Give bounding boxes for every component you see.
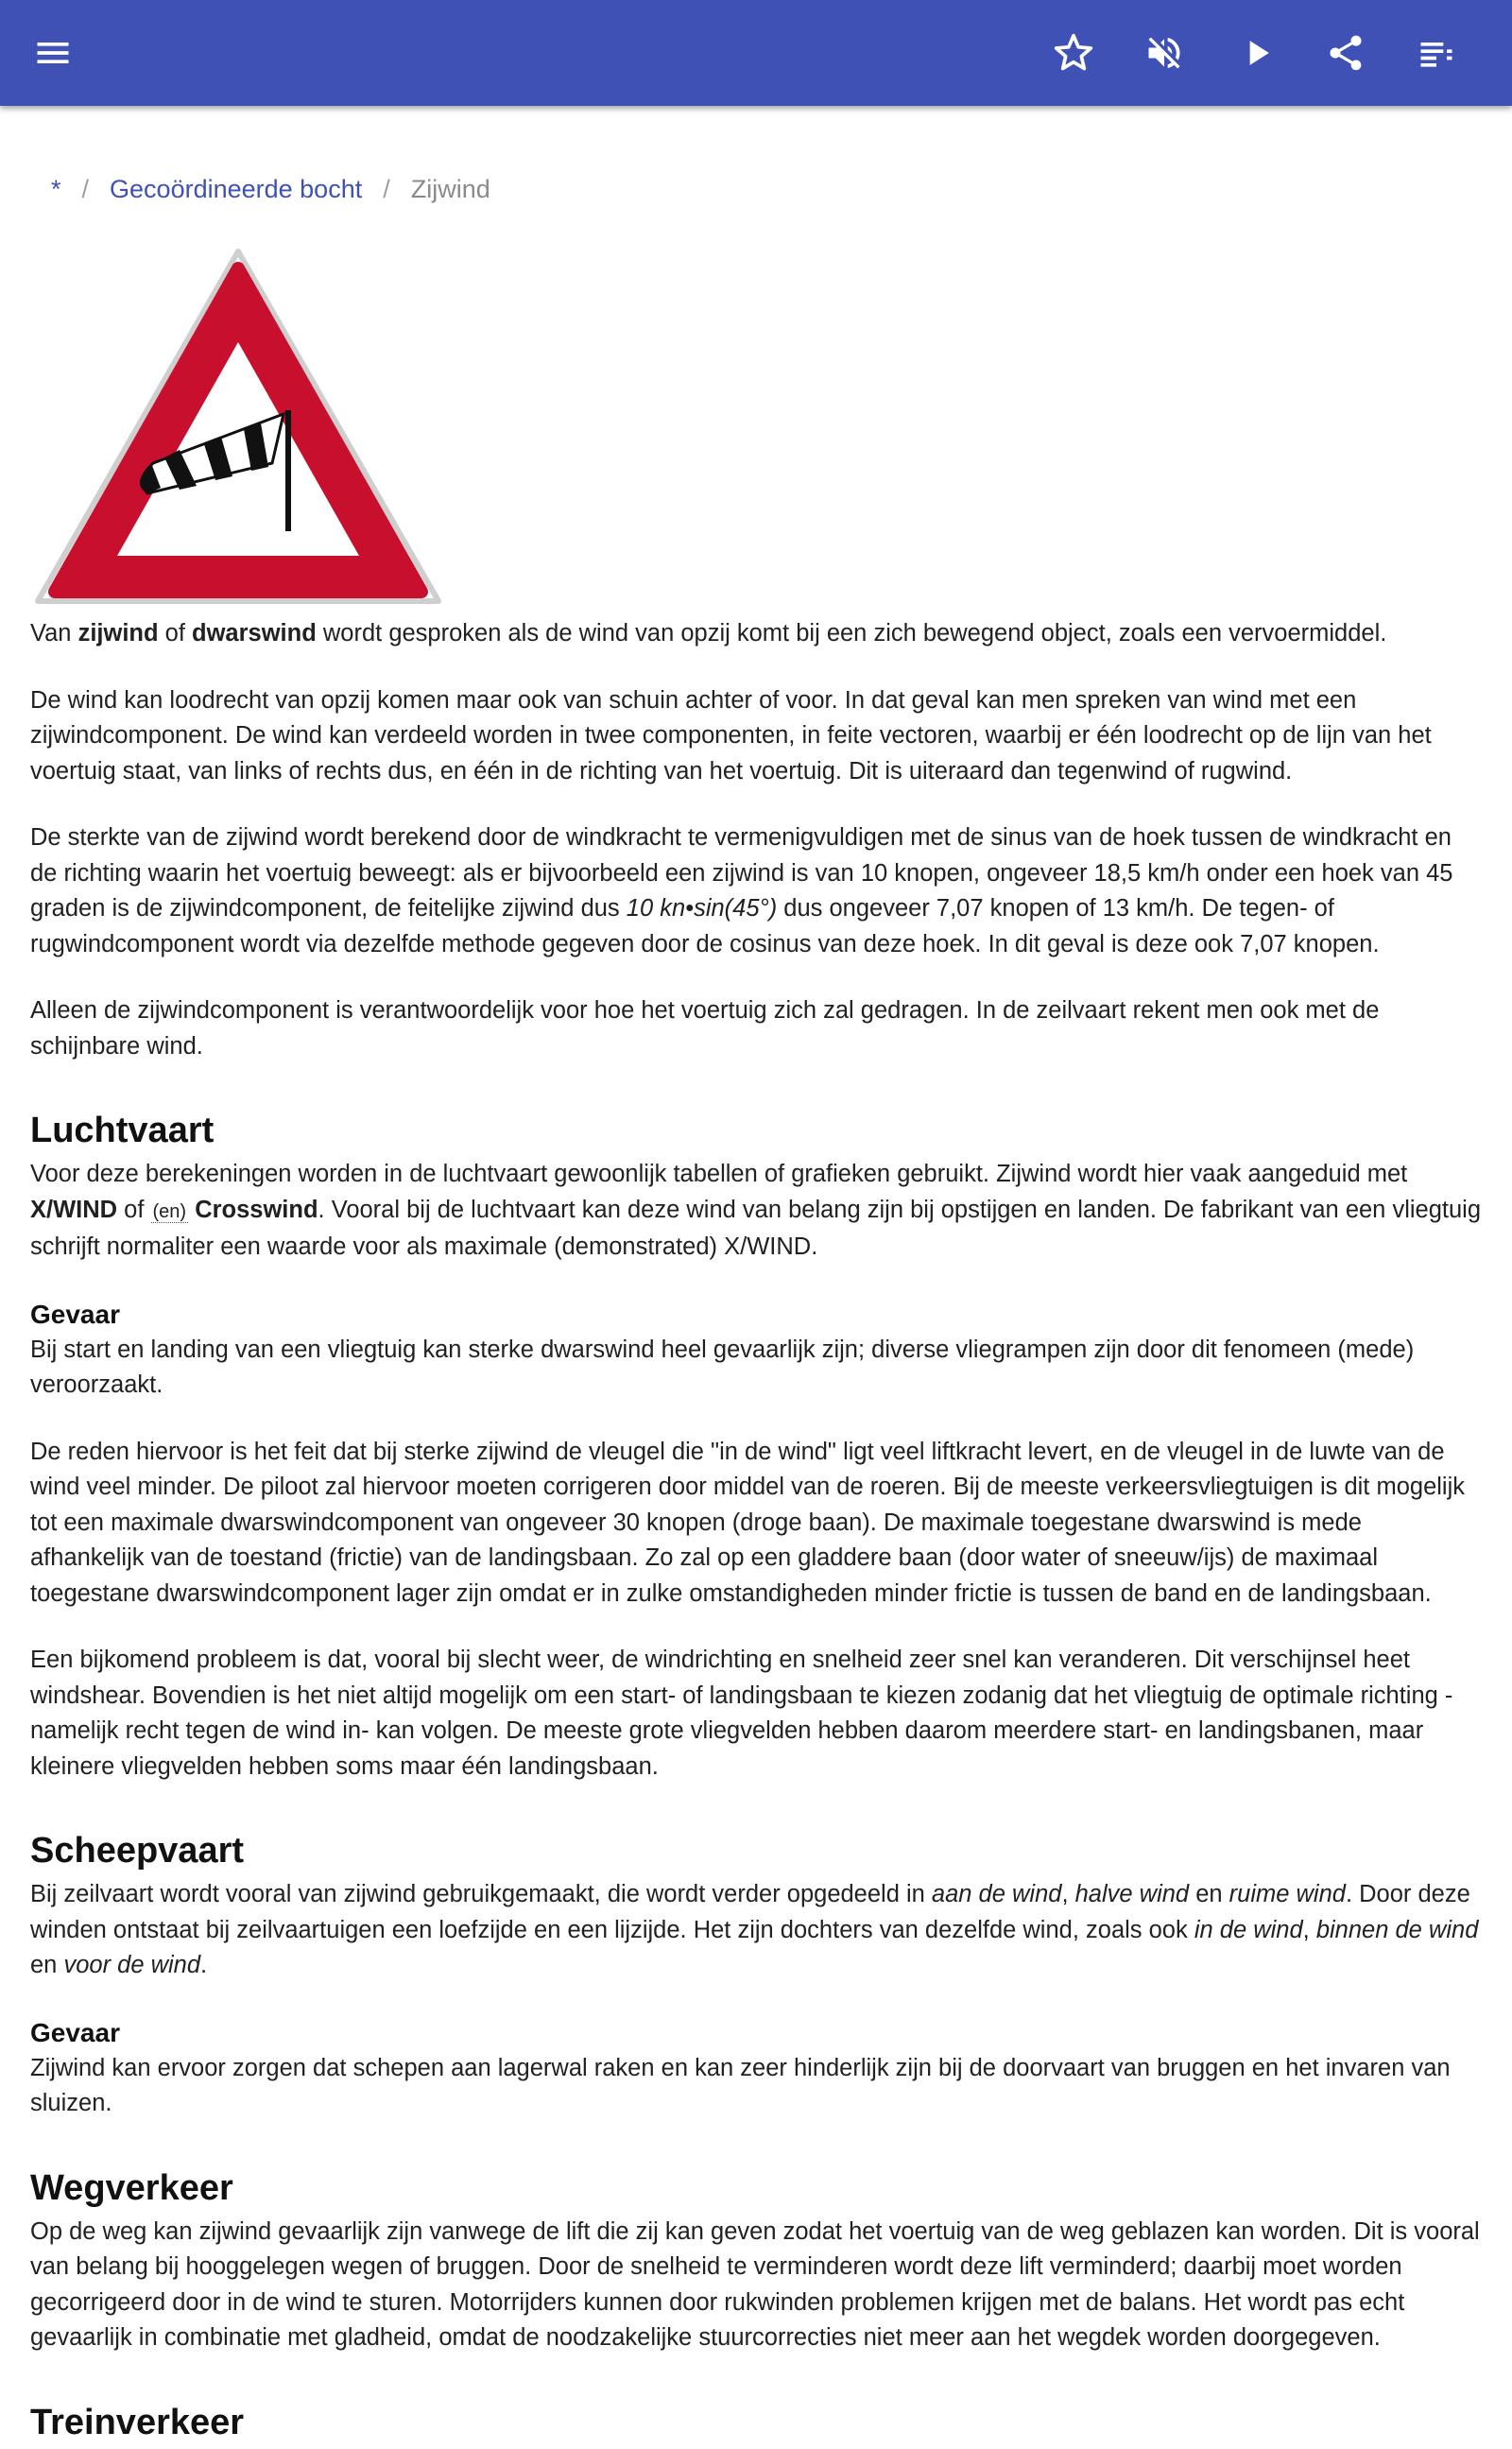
- term-crosswind: Crosswind: [195, 1196, 318, 1223]
- star-icon: [1053, 32, 1094, 74]
- breadcrumb-parent[interactable]: Gecoördineerde bocht: [110, 175, 363, 203]
- breadcrumb-separator: /: [383, 175, 390, 203]
- term: ruime wind: [1228, 1881, 1346, 1907]
- bookmark-button[interactable]: [1041, 21, 1106, 85]
- language-abbr[interactable]: (en): [152, 1200, 187, 1222]
- paragraph: De reden hiervoor is het feit dat bij sterke zijwind de vleugel die "in de wind" ligt veel liftkracht levert, en de vleugel in de luwte van de wind veel minder. De piloot zal hiervoor moeten corrigeren door middel van de roeren. Bij de meeste verkeersvliegtuigen is dit mogelijk tot een maximale dwarswindcomponent van ongeveer 30 knopen (droge baan). De maximale toegestane dwarswind is mede afhankelijk van de toestand (frictie) van de landingsbaan. Zo zal op een gladdere baan (door water of sneeuw/ijs) de maximaal toegestane dwarswindcomponent lager zijn omdat er in zulke omstandigheden minder frictie is tussen de band en de landingsbaan.: [30, 1438, 1466, 1607]
- text: en: [30, 1952, 64, 1978]
- paragraph: De wind kan loodrecht van opzij komen maar ook van schuin achter of voor. In dat geval kan men spreken van wind met een zijwindcomponent. De wind kan verdeeld worden in twee componenten, in feite vectoren, waarbij er één loodrecht op de lijn van het voertuig staat, van links of rechts dus, en één in de richting van het voertuig. Dit is uiteraard dan tegenwind of rugwind.: [30, 686, 1432, 785]
- text: De sterkte van de zijwind wordt berekend door de windkracht te vermenigvuldigen met de sinus van de hoek tussen de windkracht en de richting waarin het voertuig beweegt: als er bijvoorbeeld een zijwind is van 10 knopen, ongeveer 18,5 km/h onder een hoek van 45 graden is de zijwindcomponent, de feitelijke zijwind dus: [30, 824, 1453, 922]
- playlist-icon: [1416, 32, 1457, 74]
- mute-icon: [1143, 32, 1185, 74]
- section-heading-luchtvaart: Luchtvaart: [30, 1111, 215, 1150]
- term: binnen de wind: [1315, 1916, 1479, 1943]
- section-heading-scheepvaart: Scheepvaart: [30, 1831, 245, 1871]
- text: of: [117, 1196, 151, 1223]
- breadcrumb-current: Zijwind: [410, 175, 490, 203]
- text: en: [1189, 1881, 1229, 1907]
- intro-paragraph: [30, 616, 1482, 652]
- breadcrumb-separator: /: [81, 175, 90, 203]
- text: Bij zeilvaart wordt vooral van zijwind gebruikgemaakt, die wordt verder opgedeeld in: [30, 1881, 932, 1907]
- share-button[interactable]: [1314, 21, 1378, 85]
- text: Voor deze berekeningen worden in de luchtvaart gewoonlijk tabellen of grafieken gebruikt. Zijwind wordt hier vaak aangeduid met: [30, 1161, 1408, 1187]
- subheading-gevaar: Gevaar: [30, 1299, 120, 1329]
- menu-icon: [32, 32, 74, 74]
- term: aan de wind: [931, 1881, 1062, 1907]
- term-zijwind: zijwind: [77, 620, 159, 647]
- formula: 10 kn•sin(45°): [626, 895, 778, 922]
- term-xwind: X/WIND: [30, 1196, 118, 1223]
- play-button[interactable]: [1225, 21, 1289, 85]
- term: in de wind: [1194, 1916, 1303, 1943]
- paragraph: Een bijkomend probleem is dat, vooral bij slecht weer, de windrichting en snelheid zeer snel kan veranderen. Dit verschijnsel heet windshear. Bovendien is het niet altijd mogelijk om een start- of landingsbaan te kiezen zodanig dat het vliegtuig de optimale richting -namelijk recht tegen de wind in- kan volgen. De meeste grote vliegvelden hebben daarom meerdere start- en landingsbanen, maar kleinere vliegvelden hebben soms maar één landingsbaan.: [30, 1647, 1453, 1780]
- text: ,: [1302, 1916, 1316, 1943]
- text: .: [200, 1952, 208, 1978]
- breadcrumb: [51, 170, 490, 208]
- text: wordt gesproken als de wind van opzij komt bij een zich bewegend object, zoals een vervoermiddel.: [316, 620, 1387, 647]
- term: halve wind: [1074, 1881, 1190, 1907]
- text: dus ongeveer 7,07 knopen of 13 km/h. De tegen- of rugwindcomponent wordt via dezelfde methode gegeven door de cosinus van deze hoek. In dit geval is deze ook 7,07 knopen.: [30, 895, 1380, 957]
- subheading-gevaar: Gevaar: [30, 2017, 120, 2047]
- term: voor de wind: [63, 1952, 201, 1978]
- paragraph: [30, 1157, 1482, 1266]
- text: . Door deze winden ontstaat bij zeilvaartuigen een loefzijde en een lijzijde. Het zijn dochters van dezelfde wind, zoals ook: [30, 1881, 1470, 1943]
- text: . Vooral bij de luchtvaart kan deze wind van belang zijn bij opstijgen en landen. De fabrikant van een vliegtuig schrijft normaliter een waarde voor als maximale (demonstrated) X/WIND.: [30, 1196, 1482, 1260]
- paragraph: Alleen de zijwindcomponent is verantwoordelijk voor hoe het voertuig zich zal gedragen. In de zeilvaart rekent men ook met de schijnbare wind.: [30, 997, 1380, 1060]
- paragraph: Zijwind kan ervoor zorgen dat schepen aan lagerwal raken en kan zeer hinderlijk zijn bij de doorvaart van bruggen en het invaren van sluizen.: [30, 2054, 1451, 2116]
- paragraph: [30, 820, 1482, 962]
- section-heading-wegverkeer: Wegverkeer: [30, 2167, 233, 2208]
- paragraph: Op de weg kan zijwind gevaarlijk zijn vanwege de lift die zij kan geven zodat het voertuig van de weg geblazen kan worden. Dit is vooral van belang bij hooggelegen wegen of bruggen. Door de snelheid te verminderen wordt deze lift verminderd; daarbij moet worden gecorrigeerd door in de wind te sturen. Motorrijders kunnen door rukwinden problemen krijgen met de balans. Het wordt pas echt gevaarlijk in combinatie met gladheid, omdat de noodzakelijke stuurcorrecties niet meer aan het wegdek worden doorgegeven.: [30, 2217, 1480, 2351]
- article-body: [30, 616, 1482, 2449]
- mute-button[interactable]: [1132, 21, 1196, 85]
- breadcrumb-home[interactable]: *: [51, 175, 61, 203]
- playlist-button[interactable]: [1404, 21, 1469, 85]
- text: of: [158, 620, 193, 647]
- text: ,: [1061, 1881, 1075, 1907]
- paragraph: Bij start en landing van een vliegtuig kan sterke dwarswind heel gevaarlijk zijn; diverse vliegrampen zijn door dit fenomeen (mede) veroorzaakt.: [30, 1336, 1415, 1398]
- menu-button[interactable]: [21, 21, 85, 85]
- app-bar: [0, 0, 1512, 106]
- text: Van: [30, 620, 78, 647]
- paragraph: [30, 1877, 1482, 1984]
- section-heading-treinverkeer: Treinverkeer: [30, 2402, 245, 2442]
- crosswind-warning-sign-image: [30, 240, 446, 609]
- play-icon: [1236, 32, 1278, 74]
- share-icon: [1325, 32, 1366, 74]
- term-dwarswind: dwarswind: [192, 620, 317, 647]
